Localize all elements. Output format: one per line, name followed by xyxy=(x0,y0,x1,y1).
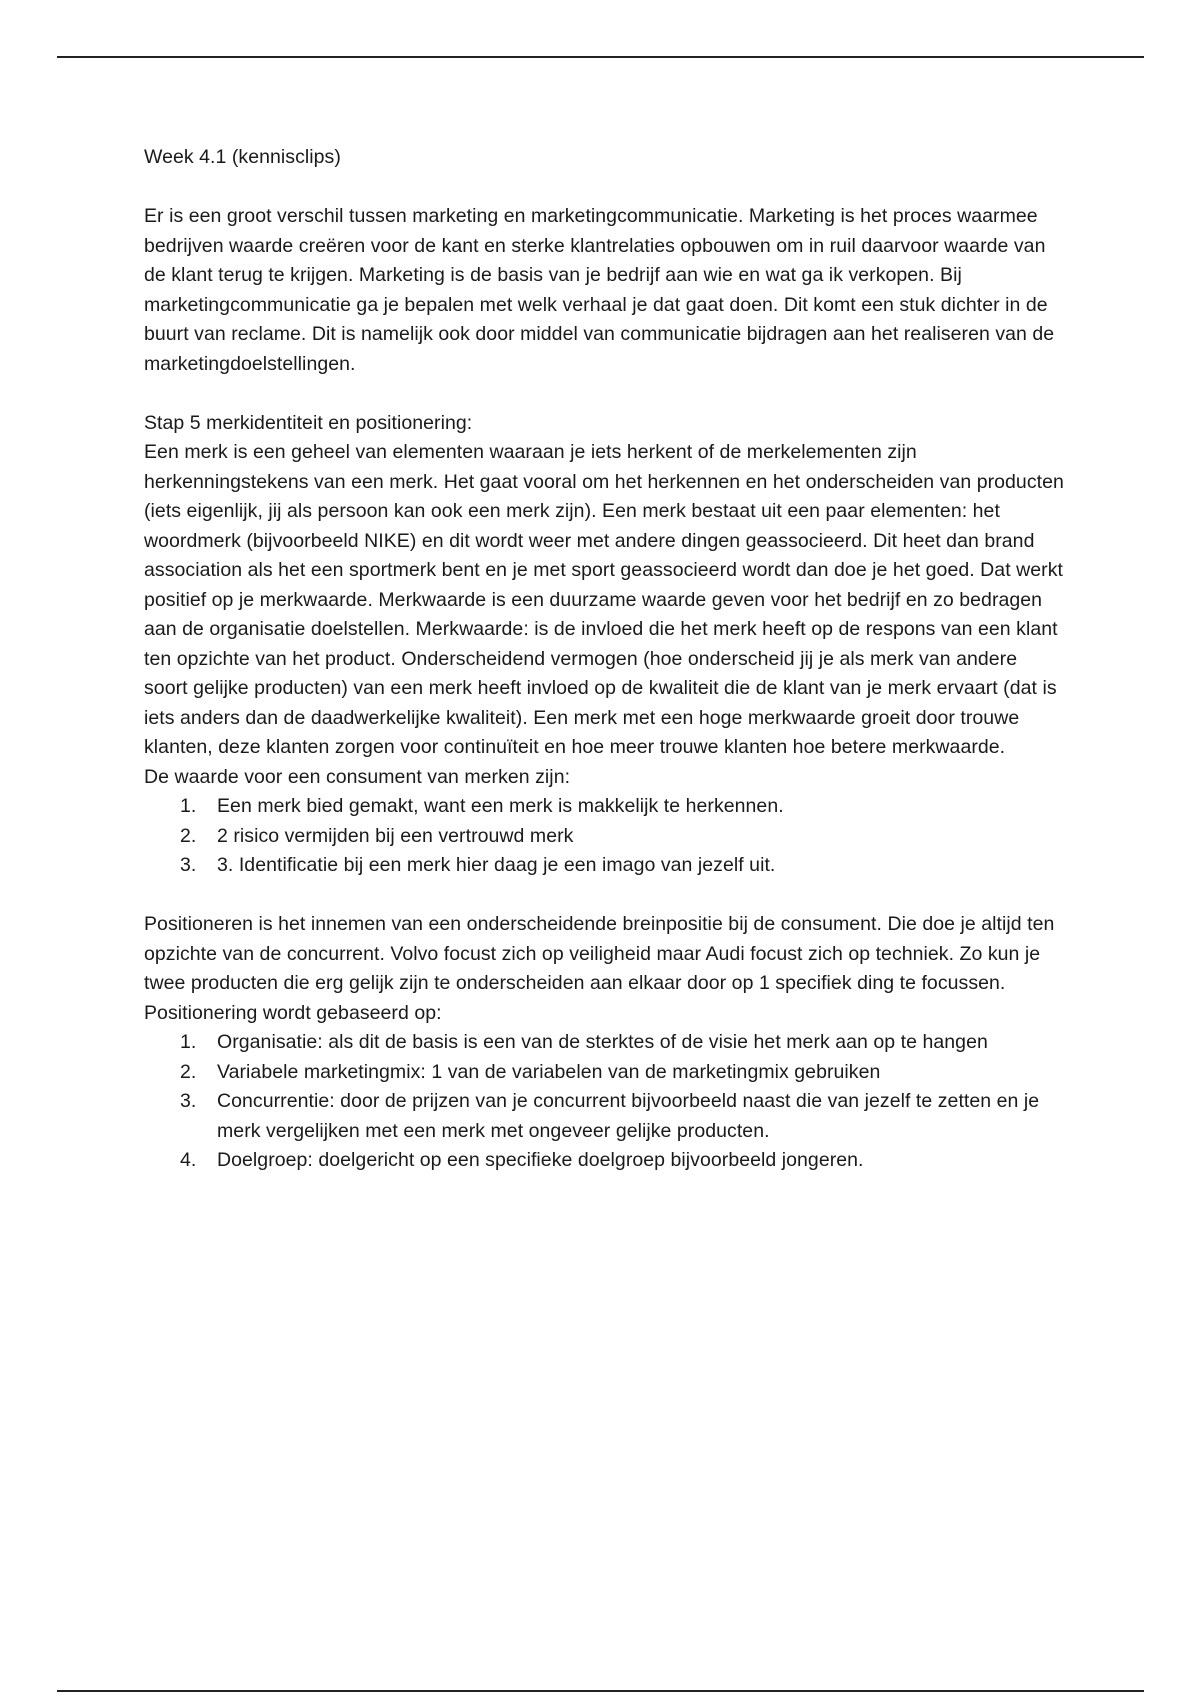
list-item xyxy=(144,1087,1064,1146)
list-item-text: 3. Identificatie bij een merk hier daag je een imago van jezelf uit. xyxy=(217,854,776,876)
spacer xyxy=(144,173,1064,203)
list-item-number: 1. xyxy=(180,1031,197,1053)
header-rule xyxy=(57,56,1144,58)
merk-list-intro: De waarde voor een consument van merken zijn: xyxy=(144,765,571,788)
list-item xyxy=(144,822,1064,852)
list-item-text: 2 risico vermijden bij een vertrouwd merk xyxy=(217,824,574,847)
list-item-text: Doelgroep: doelgericht op een specifieke doelgroep bijvoorbeeld jongeren. xyxy=(217,1149,864,1171)
positioneren-paragraph: Positioneren is het innemen van een onderscheidende breinpositie bij de consument. Die doe je altijd ten opzichte van de concurrent. Volvo focust zich op veiligheid maar Audi focust zich op techniek. Zo kun je twee producten die erg gelijk zijn te onderscheiden aan elkaar door op 1 specifiek ding te focussen. xyxy=(144,913,1055,994)
list-item xyxy=(144,1028,1064,1058)
list-item xyxy=(144,1146,1064,1176)
spacer xyxy=(144,379,1064,409)
positionering-basis-list xyxy=(144,1028,1064,1176)
section-heading-merk: Stap 5 merkidentiteit en positionering: xyxy=(144,411,473,434)
positioneren-list-intro: Positionering wordt gebaseerd op: xyxy=(144,1001,442,1024)
spacer xyxy=(144,881,1064,911)
list-item-number: 4. xyxy=(180,1149,197,1171)
list-item-number: 2. xyxy=(180,824,197,847)
document-body xyxy=(144,143,1064,1176)
intro-paragraph: Er is een groot verschil tussen marketing en marketingcommunicatie. Marketing is het proces waarmee bedrijven waarde creëren voor de kant en sterke klantrelaties opbouwen om in ruil daarvoor waarde van de klant terug te krijgen. Marketing is de basis van je bedrijf aan wie en wat ga ik verkopen. Bij marketingcommunicatie ga je bepalen met welk verhaal je dat gaat doen. Dit komt een stuk dichter in de buurt van reclame. Dit is namelijk ook door middel van communicatie bijdragen aan het realiseren van de marketingdoelstellingen. xyxy=(144,205,1055,375)
merk-value-list xyxy=(144,792,1064,881)
footer-rule xyxy=(57,1690,1144,1692)
list-item-text: Organisatie: als dit de basis is een van de sterktes of de visie het merk aan op te hangen xyxy=(217,1031,988,1053)
list-item-number: 2. xyxy=(180,1060,197,1083)
list-item-number: 1. xyxy=(180,795,197,817)
list-item-number: 3. xyxy=(180,854,197,876)
list-item xyxy=(144,792,1064,822)
document-title: Week 4.1 (kennisclips) xyxy=(144,146,341,168)
list-item-text: Een merk bied gemakt, want een merk is makkelijk te herkennen. xyxy=(217,795,784,817)
list-item-text: Variabele marketingmix: 1 van de variabelen van de marketingmix gebruiken xyxy=(217,1060,881,1083)
list-item xyxy=(144,851,1064,881)
merk-paragraph: Een merk is een geheel van elementen waaraan je iets herkent of de merkelementen zijn herkenningstekens van een merk. Het gaat vooral om het herkennen en het onderscheiden van producten (iets eigenlijk, jij als persoon kan ook een merk zijn). Een merk bestaat uit een paar elementen: het woordmerk (bijvoorbeeld NIKE) en dit wordt weer met andere dingen geassocieerd. Dit heet dan brand association als het een sportmerk bent en je met sport geassocieerd wordt dan doe je het goed. Dat werkt positief op je merkwaarde. Merkwaarde is een duurzame waarde geven voor het bedrijf en zo bedragen aan de organisatie doelstellen. Merkwaarde: is de invloed die het merk heeft op de respons van een klant ten opzichte van het product. Onderscheidend vermogen (hoe onderscheid jij je als merk van andere soort gelijke producten) van een merk heeft invloed op de kwaliteit die de klant van je merk ervaart (dat is iets anders dan de daadwerkelijke kwaliteit). Een merk met een hoge merkwaarde groeit door trouwe klanten, deze klanten zorgen voor continuïteit en hoe meer trouwe klanten hoe betere merkwaarde. xyxy=(144,441,1064,758)
list-item-number: 3. xyxy=(180,1090,197,1112)
list-item-text: Concurrentie: door de prijzen van je concurrent bijvoorbeeld naast die van jezelf te zetten en je merk vergelijken met een merk met ongeveer gelijke producten. xyxy=(217,1090,1040,1142)
list-item xyxy=(144,1058,1064,1088)
